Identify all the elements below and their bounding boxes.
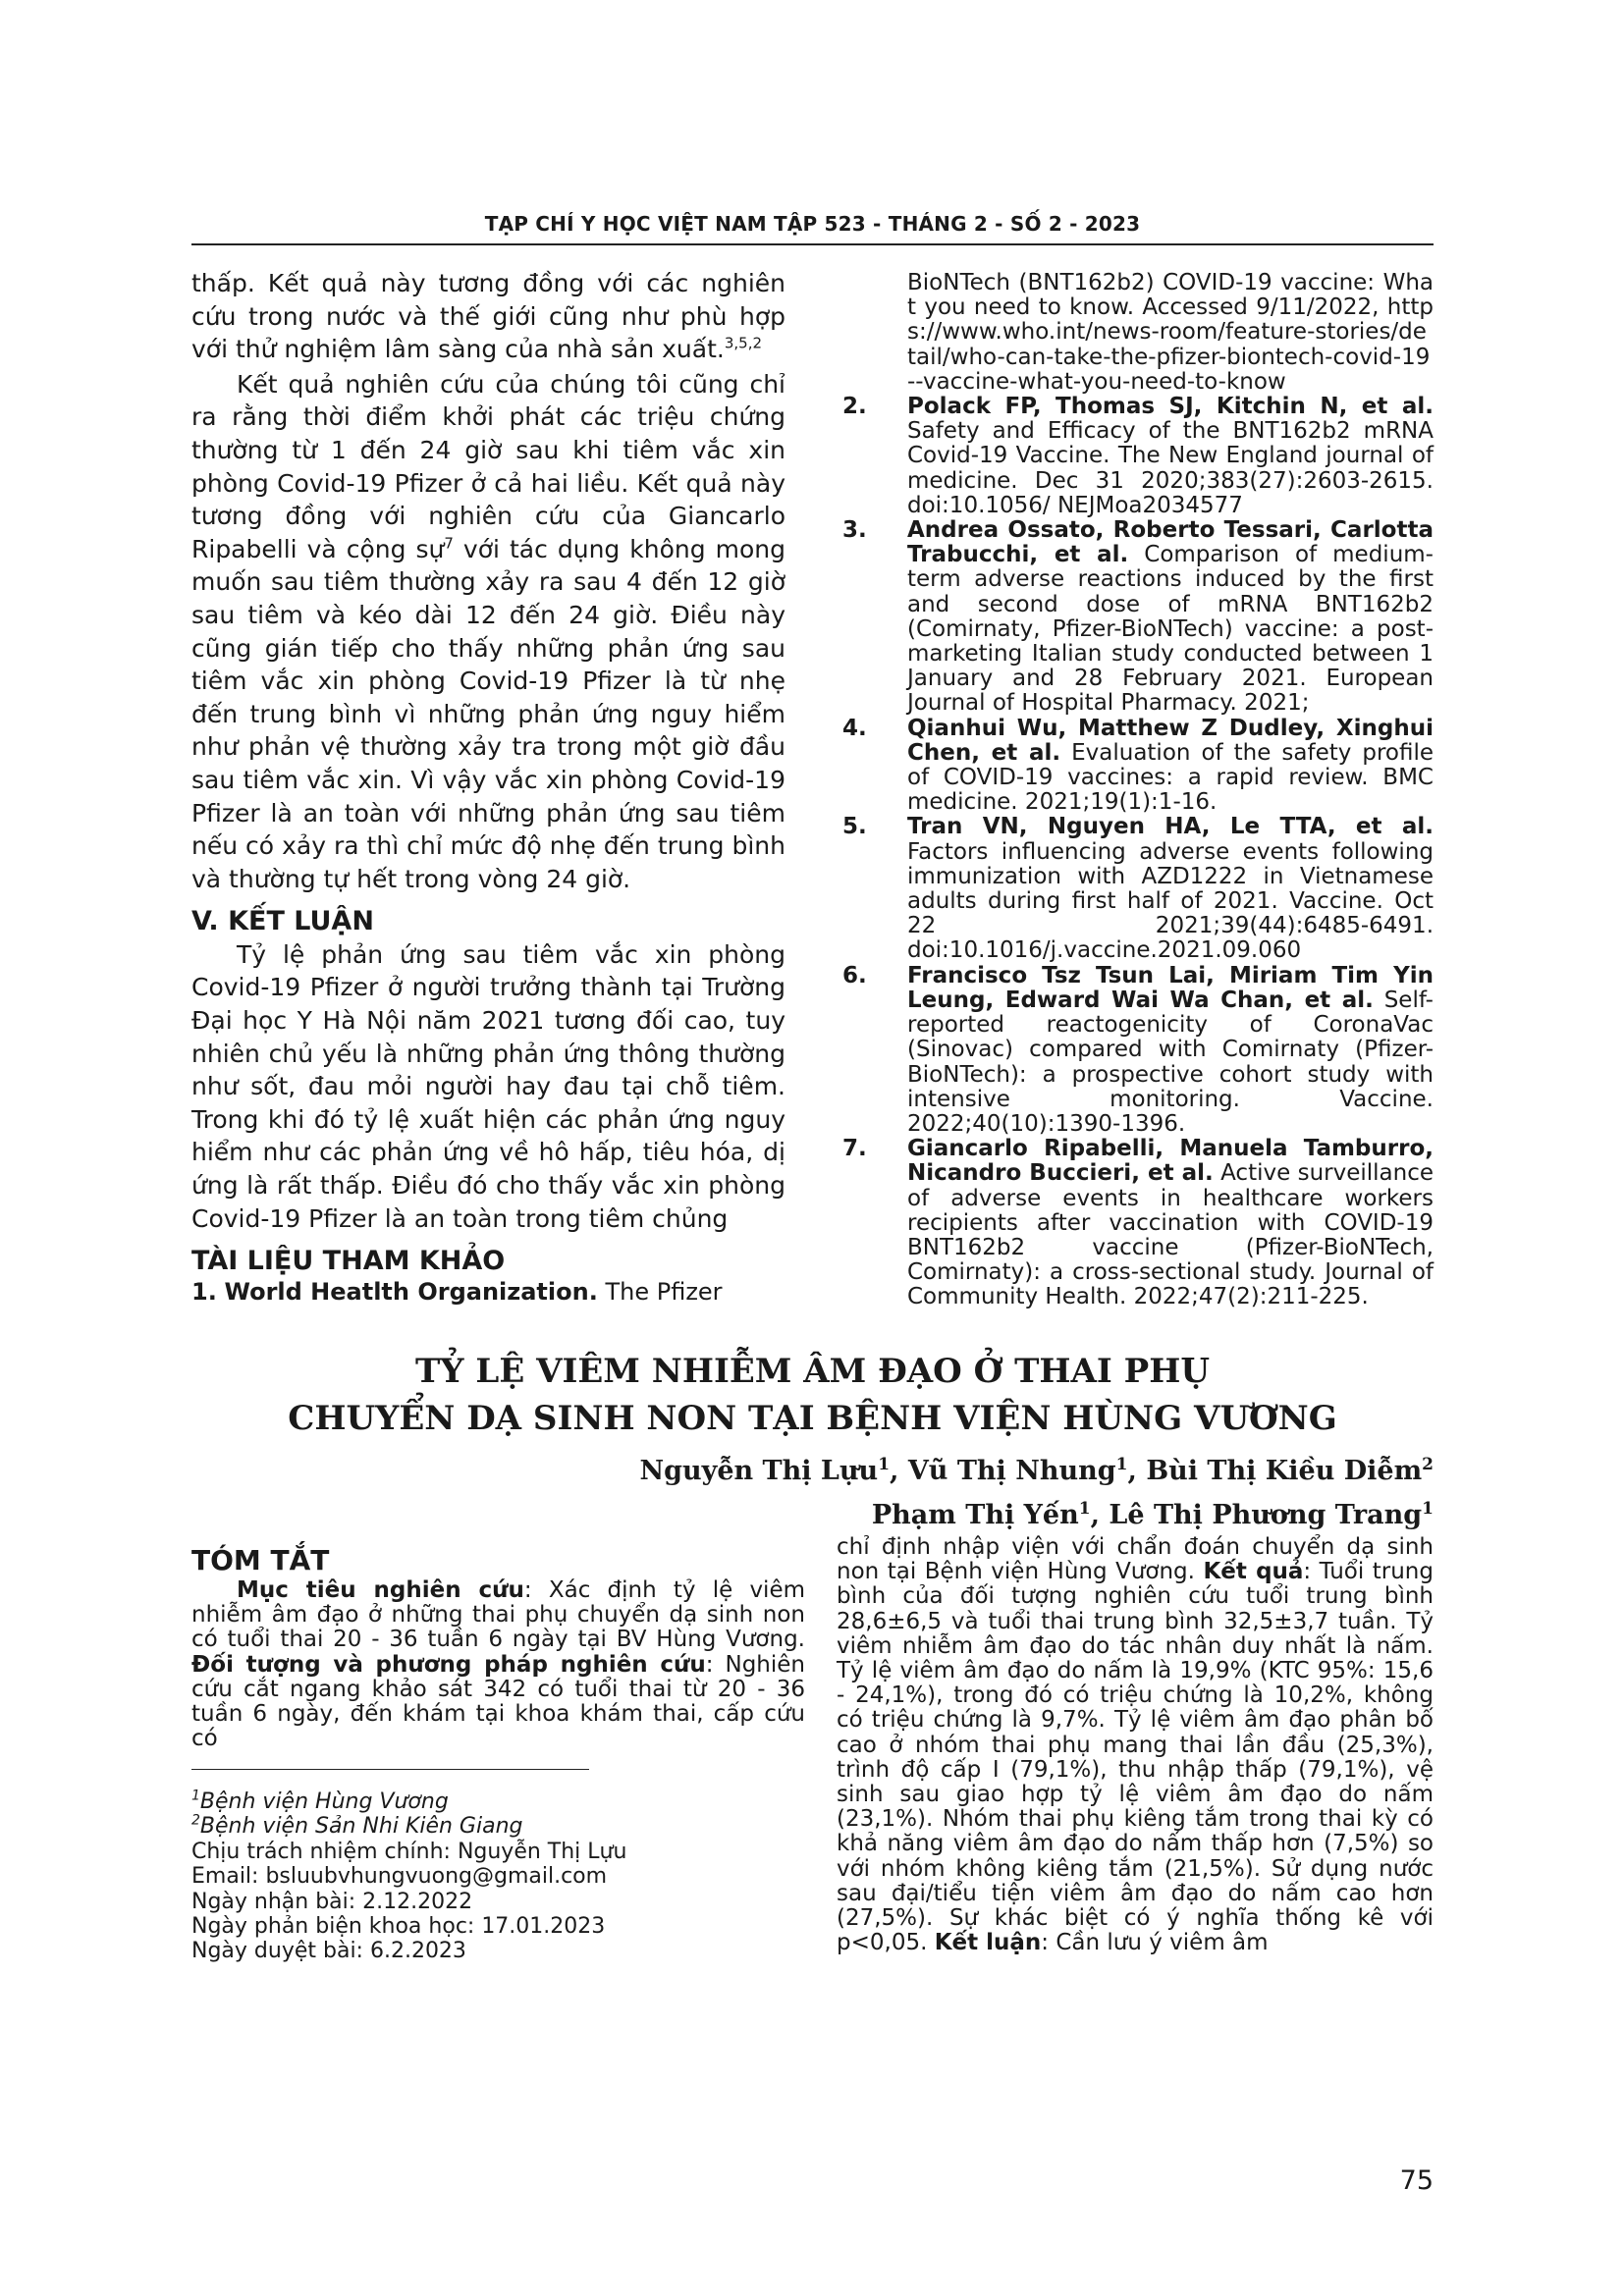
author-name: Lê Thị Phương Trang [1109, 1500, 1423, 1530]
abstract-conclusion-label: Kết luận [934, 1930, 1042, 1956]
article-title-line-1: TỶ LỆ VIÊM NHIỄM ÂM ĐẠO Ở THAI PHỤ [415, 1352, 1210, 1391]
affiliation-1: $^1$Bệnh viện Hùng Vương [191, 1788, 449, 1814]
author-separator: , [1127, 1456, 1147, 1486]
reference-list [837, 395, 1434, 1310]
accepted-date: Ngày duyệt bài: 6.2.2023 [191, 1939, 466, 1964]
author-name: Nguyễn Thị Lựu [639, 1456, 879, 1486]
author-name: Phạm Thị Yến [871, 1500, 1079, 1530]
author-line-2 [353, 1493, 1434, 1537]
reference-item [837, 815, 1434, 963]
author-list [353, 1449, 1434, 1537]
references-heading: TÀI LIỆU THAM KHẢO [191, 1246, 506, 1277]
author-line-1 [353, 1449, 1434, 1493]
reference-item [837, 717, 1434, 816]
author-affiliation-sup: 1 [1115, 1455, 1128, 1474]
reference-item: 1. World Heatlth Organization. The Pfizer [191, 1277, 723, 1306]
review-date: Ngày phản biện khoa học: 17.01.2023 [191, 1914, 606, 1940]
reference-number: 6. [842, 962, 867, 988]
journal-header: TẠP CHÍ Y HỌC VIỆT NAM TẬP 523 - THÁNG 2 - SỐ 2 - 2023 [484, 212, 1141, 236]
reference-number: 5. [842, 814, 867, 840]
abstract-text-left: Mục tiêu nghiên cứu: Xác định tỷ lệ viêm nhiễm âm đạo ở những thai phụ chuyển dạ sinh non có tuổi thai 20 - 36 tuần 6 ngày tại BV Hùng Vương. Đối tượng và phương pháp nghiên cứu: Nghiên cứu cắt ngang khảo sát 342 có tuổi thai từ 20 - 36 tuần 6 ngày, đến khám tại khoa khám thai, cấp cứu có [191, 1577, 805, 1752]
author-affiliation-sup: 1 [878, 1455, 891, 1474]
reference-number: 4. [842, 715, 867, 741]
reference-item [837, 964, 1434, 1137]
author-name: Vũ Thị Nhung [907, 1456, 1116, 1486]
reference-authors: Andrea Ossato, Roberto Tessari, Carlotta Trabucchi, et al. [907, 517, 1434, 568]
right-column [837, 271, 1434, 1310]
citation-sup: 3,5,2 [724, 334, 763, 352]
reference-text: Active surveillance of adverse events in healthcare workers recipients after vaccination with COVID-19 BNT162b2 vaccine (Pfizer-BioNTech, Comirnaty): a cross-sectional study. Journal of Community Health. 2022;47(2):211-225. [907, 1160, 1434, 1310]
reference-item [837, 518, 1434, 717]
discussion-paragraph-1: thấp. Kết quả này tương đồng với các nghiên cứu trong nước và thế giới cũng như phù hợp với thử nghiệm lâm sàng của nhà sản xuất.$^{3,5,2}$ [191, 269, 785, 364]
reference-authors: Qianhui Wu, Matthew Z Dudley, Xinghui Chen, et al. [907, 715, 1434, 766]
received-date: Ngày nhận bài: 2.12.2022 [191, 1889, 473, 1914]
header-rule [191, 243, 1434, 245]
author-affiliation-sup: 1 [1078, 1499, 1091, 1519]
conclusion-paragraph: Tỷ lệ phản ứng sau tiêm vắc xin phòng Covid-19 Pfizer ở người trưởng thành tại Trường Đại học Y Hà Nội năm 2021 tương đối cao, tuy nhiên chủ yếu là những phản ứng thông thường như sốt, đau mỏi người hay đau tại chỗ tiêm. Trong khi đó tỷ lệ xuất hiện các phản ứng nguy hiểm như các phản ứng về hô hấp, tiêu hóa, dị ứng là rất thấp. Điều đó cho thấy vắc xin phòng Covid-19 Pfizer là an toàn trong tiêm chủng [191, 939, 785, 1233]
article-title [191, 1348, 1434, 1442]
reference-number: 7. [842, 1136, 867, 1162]
reference-number: 2. [842, 394, 867, 420]
article-title-line-2: CHUYỂN DẠ SINH NON TẠI BỆNH VIỆN HÙNG VƯƠNG [288, 1399, 1337, 1438]
footnote-rule [191, 1769, 589, 1770]
reference-text: Safety and Efficacy of the BNT162b2 mRNA Covid-19 Vaccine. The New England journal of medicine. Dec 31 2020;383(27):2603-2615. doi:10.1056/ NEJMoa2034577 [907, 418, 1434, 518]
reference-item [837, 395, 1434, 518]
methods-label: Đối tượng và phương pháp nghiên cứu [191, 1651, 706, 1678]
reference-text: Evaluation of the safety profile of COVID-19 vaccines: a rapid review. BMC medicine. 2021;19(1):1-16. [907, 739, 1434, 816]
footnotes [191, 1789, 800, 1964]
reference-item [837, 1137, 1434, 1309]
reference-text: Self-reported reactogenicity of CoronaVac (Sinovac) compared with Comirnaty (Pfizer-BioNTech): a prospective cohort study with intensive monitoring. Vaccine. 2022;40(10):1390-1396. [907, 987, 1434, 1137]
discussion-paragraph-2: Kết quả nghiên cứu của chúng tôi cũng chỉ ra rằng thời điểm khởi phát các triệu chứng thường từ 1 đến 24 giờ sau khi tiêm vắc xin phòng Covid-19 Pfizer ở cả hai liều. Kết quả này tương đồng với nghiên cứu của Giancarlo Ripabelli và cộng sự$^7$ với tác dụng không mong muốn sau tiêm thường xảy ra sau 4 đến 12 giờ sau tiêm và kéo dài 12 đến 24 giờ. Điều này cũng gián tiếp cho thấy những phản ứng sau tiêm vắc xin phòng Covid-19 Pfizer là từ nhẹ đến trung bình vì những phản ứng nguy hiểm như phản vệ thường xảy tra trong một giờ đầu sau tiêm vắc xin. Vì vậy vắc xin phòng Covid-19 Pfizer là an toàn với những phản ứng sau tiêm nếu có xảy ra thì chỉ mức độ nhẹ đến trung bình và thường tự hết trong vòng 24 giờ. [191, 369, 786, 893]
affiliation-2: $^2$Bệnh viện Sản Nhi Kiên Giang [191, 1813, 523, 1840]
reference-number: 3. [842, 517, 867, 544]
abstract-left [191, 1544, 805, 1751]
abstract-right: chỉ định nhập viện với chẩn đoán chuyển dạ sinh non tại Bệnh viện Hùng Vương. Kết quả: Tuổi trung bình của đối tượng nghiên cứu tuổi trung bình 28,6±6,5 và tuổi thai trung bình 32,5±3,7 tuần. Tỷ viêm nhiễm âm đạo do tác nhân duy nhất là nấm. Tỷ lệ viêm âm đạo do nấm là 19,9% (KTC 95%: 15,6 - 24,1%), trong đó có triệu chứng là 10,2%, không có triệu chứng là 9,7%. Tỷ lệ viêm âm đạo phân bố cao ở nhóm thai phụ mang thai lần đầu (25,3%), trình độ cấp I (79,1%), thu nhập thấp (79,1%), vệ sinh sau giao hợp tỷ lệ viêm âm đạo do nấm (23,1%). Nhóm thai phụ kiêng tắm trong thai kỳ có khả năng viêm âm đạo do nấm thấp hơn (7,5%) so với nhóm không kiêng tắm (21,5%). Sử dụng nước sau đại/tiểu tiện viêm âm đạo do nấm cao hơn (27,5%). Sự khác biệt có ý nghĩa thống kê với p<0,05. Kết luận: Cần lưu ý viêm âm [837, 1534, 1434, 1956]
page-number: 75 [1399, 2165, 1434, 2196]
author-affiliation-sup: 2 [1422, 1455, 1434, 1474]
conclusion-heading: V. KẾT LUẬN [191, 906, 374, 937]
reference-text: Factors influencing adverse events following immunization with AZD1222 in Vietnamese adults during first half of 2021. Vaccine. Oct 22 2021;39(44):6485-6491. doi:10.1016/j.vaccine.2021.09.060 [907, 838, 1434, 964]
left-column [191, 267, 785, 1306]
reference-authors: Tran VN, Nguyen HA, Le TTA, et al. [907, 814, 1434, 840]
reference-authors: World Heatlth Organization. [224, 1277, 598, 1306]
email: Email: bsluubvhungvuong@gmail.com [191, 1864, 608, 1890]
reference-authors: Polack FP, Thomas SJ, Kitchin N, et al. [907, 394, 1434, 420]
author-separator: , [890, 1456, 908, 1486]
author-affiliation-sup: 1 [1422, 1499, 1434, 1519]
author-name: Bùi Thị Kiều Diễm [1146, 1456, 1423, 1486]
author-separator: , [1090, 1500, 1110, 1530]
objective-label: Mục tiêu nghiên cứu [237, 1577, 524, 1603]
reference-authors: Giancarlo Ripabelli, Manuela Tamburro, Nicandro Buccieri, et al. [907, 1136, 1434, 1187]
reference-continuation: BioNTech (BNT162b2) COVID-19 vaccine: What you need to know. Accessed 9/11/2022, https://www.who.int/news-room/feature-stories/detail/who-can-take-the-pfizer-biontech-covid-19--vaccine-what-you-need-to-know [907, 270, 1434, 395]
abstract-heading: TÓM TẮT [191, 1544, 330, 1576]
reference-number: 1. [191, 1277, 217, 1306]
corresponding-author: Chịu trách nhiệm chính: Nguyễn Thị Lựu [191, 1839, 627, 1864]
reference-authors: Francisco Tsz Tsun Lai, Miriam Tim Yin Leung, Edward Wai Wa Chan, et al. [907, 962, 1434, 1013]
reference-text: Comparison of medium-term adverse reactions induced by the first and second dose of mRNA BNT162b2 (Comirnaty, Pfizer-BioNTech) vaccine: a post-marketing Italian study conducted between 1 January and 28 February 2021. European Journal of Hospital Pharmacy. 2021; [907, 542, 1434, 717]
citation-sup: 7 [444, 534, 454, 553]
results-label: Kết quả [1203, 1559, 1304, 1585]
